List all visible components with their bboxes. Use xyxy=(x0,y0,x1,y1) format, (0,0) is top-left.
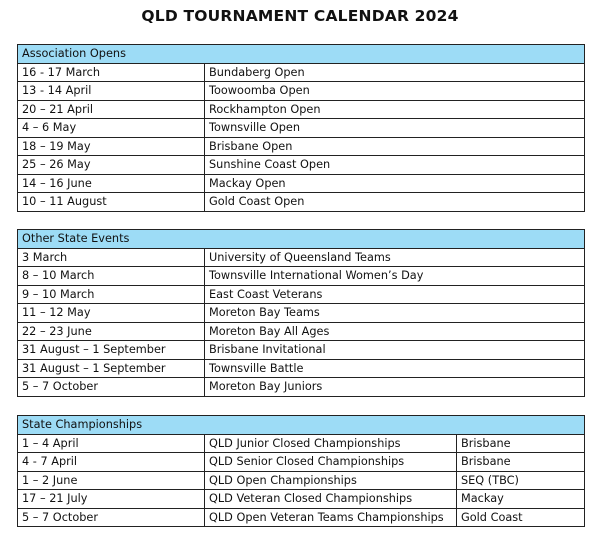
table-row xyxy=(18,156,585,175)
event-name: QLD Junior Closed Championships xyxy=(205,434,457,453)
event-date: 10 – 11 August xyxy=(18,193,205,212)
event-name: Gold Coast Open xyxy=(205,193,585,212)
event-location: Mackay xyxy=(457,490,585,509)
table-row xyxy=(18,434,585,453)
event-date: 31 August – 1 September xyxy=(18,341,205,360)
event-name: QLD Open Championships xyxy=(205,471,457,490)
table-row xyxy=(18,322,585,341)
section-table xyxy=(17,229,585,397)
event-date: 16 - 17 March xyxy=(18,63,205,82)
table-row xyxy=(18,304,585,323)
table-row xyxy=(18,82,585,101)
event-name: Toowoomba Open xyxy=(205,82,585,101)
event-name: QLD Senior Closed Championships xyxy=(205,453,457,472)
event-name: Bundaberg Open xyxy=(205,63,585,82)
event-date: 11 – 12 May xyxy=(18,304,205,323)
event-name: Brisbane Invitational xyxy=(205,341,585,360)
event-date: 5 – 7 October xyxy=(18,508,205,527)
event-name: Townsville Open xyxy=(205,119,585,138)
section-heading: Association Opens xyxy=(18,45,585,64)
table-row xyxy=(18,453,585,472)
event-date: 1 – 2 June xyxy=(18,471,205,490)
event-date: 4 - 7 April xyxy=(18,453,205,472)
event-date: 31 August – 1 September xyxy=(18,359,205,378)
event-date: 20 – 21 April xyxy=(18,100,205,119)
event-date: 18 – 19 May xyxy=(18,137,205,156)
event-date: 25 – 26 May xyxy=(18,156,205,175)
event-date: 4 – 6 May xyxy=(18,119,205,138)
table-row xyxy=(18,341,585,360)
event-date: 8 – 10 March xyxy=(18,267,205,286)
table-row xyxy=(18,378,585,397)
section-table xyxy=(17,415,585,527)
table-row xyxy=(18,63,585,82)
event-name: Moreton Bay Juniors xyxy=(205,378,585,397)
event-date: 14 – 16 June xyxy=(18,174,205,193)
event-name: Townsville International Women’s Day xyxy=(205,267,585,286)
event-location: Brisbane xyxy=(457,453,585,472)
table-row xyxy=(18,471,585,490)
table-row xyxy=(18,100,585,119)
event-name: University of Queensland Teams xyxy=(205,248,585,267)
table-row xyxy=(18,248,585,267)
event-name: QLD Veteran Closed Championships xyxy=(205,490,457,509)
event-date: 1 – 4 April xyxy=(18,434,205,453)
section-heading: State Championships xyxy=(18,416,585,435)
page-title: QLD TOURNAMENT CALENDAR 2024 xyxy=(141,7,459,25)
table-row xyxy=(18,285,585,304)
event-location: SEQ (TBC) xyxy=(457,471,585,490)
event-name: Brisbane Open xyxy=(205,137,585,156)
table-row xyxy=(18,193,585,212)
event-name: Mackay Open xyxy=(205,174,585,193)
event-date: 9 – 10 March xyxy=(18,285,205,304)
event-date: 3 March xyxy=(18,248,205,267)
event-name: Moreton Bay All Ages xyxy=(205,322,585,341)
event-name: Townsville Battle xyxy=(205,359,585,378)
section-table xyxy=(17,44,585,212)
event-date: 5 – 7 October xyxy=(18,378,205,397)
table-row xyxy=(18,267,585,286)
event-name: Rockhampton Open xyxy=(205,100,585,119)
event-date: 13 - 14 April xyxy=(18,82,205,101)
table-row xyxy=(18,174,585,193)
event-name: Moreton Bay Teams xyxy=(205,304,585,323)
event-name: QLD Open Veteran Teams Championships xyxy=(205,508,457,527)
table-row xyxy=(18,490,585,509)
table-row xyxy=(18,137,585,156)
section-heading: Other State Events xyxy=(18,230,585,249)
event-name: Sunshine Coast Open xyxy=(205,156,585,175)
table-row xyxy=(18,119,585,138)
table-row xyxy=(18,359,585,378)
event-name: East Coast Veterans xyxy=(205,285,585,304)
event-date: 22 – 23 June xyxy=(18,322,205,341)
event-location: Gold Coast xyxy=(457,508,585,527)
event-location: Brisbane xyxy=(457,434,585,453)
table-row xyxy=(18,508,585,527)
event-date: 17 – 21 July xyxy=(18,490,205,509)
